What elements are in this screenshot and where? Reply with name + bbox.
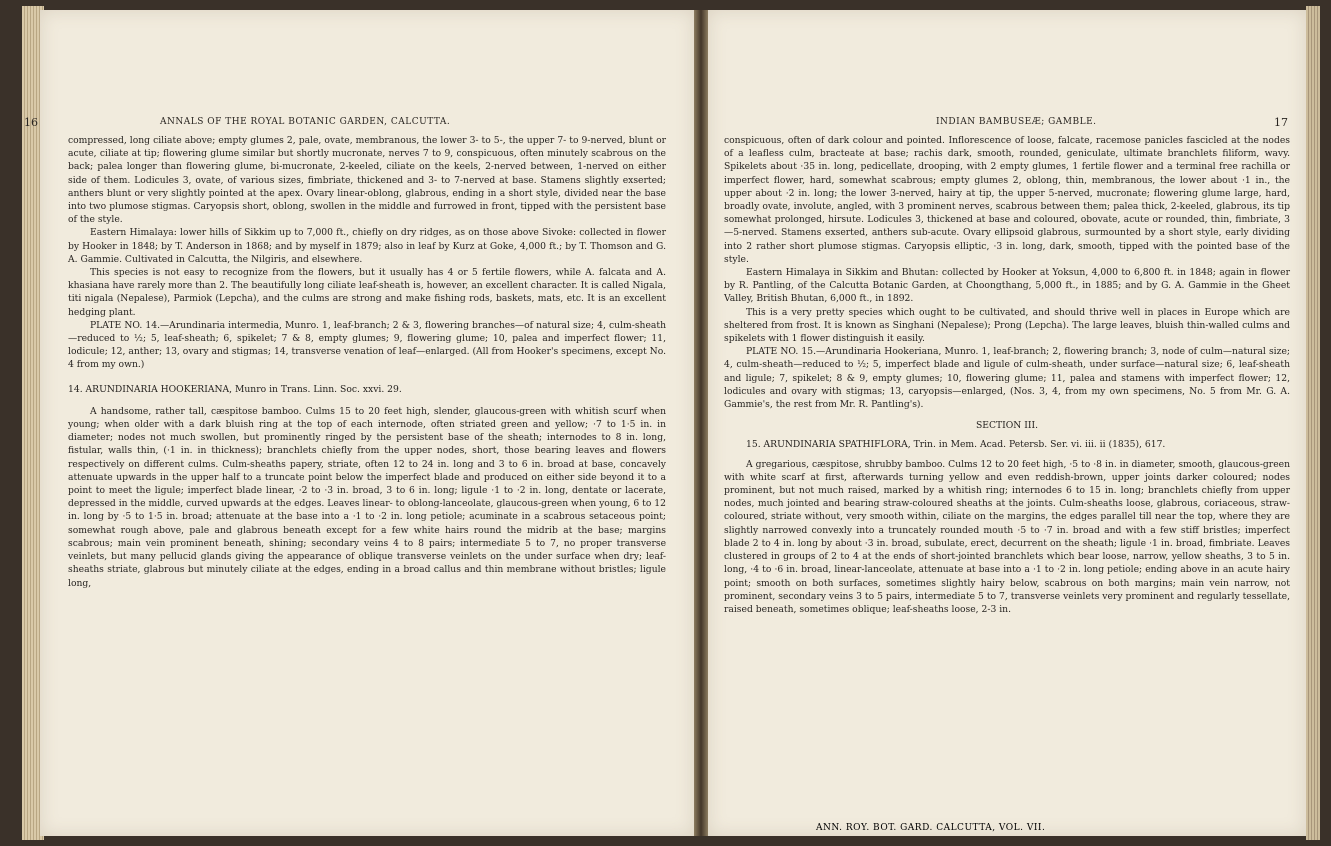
right-page (708, 10, 1306, 836)
running-head-right: INDIAN BAMBUSEÆ; GAMBLE. (936, 117, 1097, 127)
paragraph: Eastern Himalaya: lower hills of Sikkim up to 7,000 ft., chiefly on dry ridges, as on those above Sivoke: collected in flower by Hooker in 1848; by T. Anderson in 1868; and by myself in 1879; also in leaf by Kurz at Goke, 4,000 ft.; by T. Thomson and G. A. Gammie. Cultivated in Calcutta, the Nilgiris, and elsewhere. (68, 227, 666, 265)
paragraph: This is a very pretty species which ought to be cultivated, and should thrive well in places in Europe which are sheltered from frost. It is known as Singhani (Nepalese); Prong (Lepcha). The large leaves, bluish thin-walled culms and spikelets with 1 flower distinguish it easily. (724, 306, 1290, 345)
paragraph: Eastern Himalaya in Sikkim and Bhutan: collected by Hooker at Yoksun, 4,000 to 6,800 ft. in 1848; again in flower by R. Pantling, of the Calcutta Botanic Garden, at Choongthang, 5,000 ft., in 1885; and by G. A. Gammie in the Gheet Valley, British Bhutan, 6,000 ft., in 1892. (724, 267, 1290, 305)
paragraph: This species is not easy to recognize from the flowers, but it usually has 4 or 5 fertile flowers, while A. falcata and A. khasiana have rarely more than 2. The beautifully long ciliate leaf-sheath is, however, an excellent character. It is called Nigala, titi nigala (Nepalese), Parmiok (Lepcha), and the culms are strong and make fishing rods, baskets, mats, etc. It is an excellent hedging plant. (68, 267, 666, 318)
left-page (24, 10, 694, 836)
species-description: A handsome, rather tall, cæspitose bamboo. Culms 15 to 20 feet high, slender, glaucous-green with whitish scurf when young; when older with a dark bluish ring at the top of each internode, often striated green and yellow; ·7 to 1·5 in. in diameter; nodes not much swollen, but prominently ringed by the persistent base of the sheath; internodes to 8 in. long, fistular, walls thin, (·1 in. in thickness); branchlets chiefly from the upper nodes, short, those bearing leaves and flowers respectively on different culms. Culm-sheaths papery, striate, often 12 to 24 in. long and 3 to 6 in. broad at base, concavely attenuate upwards in the upper half to a truncate point below the imperfect blade and produced on either side beyond it to a point to meet the ligule; imperfect blade linear, ·2 to ·3 in. broad, 3 to 6 in. long; ligule ·1 to ·2 in. long, dentate or lacerate, depressed in the middle, curved upwards at the edges. Leaves linear- to oblong-lanceolate, glaucous-green when young, 6 to 12 in. long by ·5 to 1·5 in. broad; attenuate at the base into a ·1 to ·2 in. long petiole; acuminate in a scabrous setaceous point; somewhat rough above, pale and glabrous beneath except for a few white hairs round the midrib at the base; margins scabrous; main vein prominent beneath, shining; secondary veins 4 to 8 pairs; intermediate 5 to 7, no proper transverse veinlets, but many pellucid glands giving the appearance of oblique transverse veinlets on the under surface when dry; leaf-sheaths striate, glabrous but minutely ciliate at the edges, ending in a broad callus and thin membrane without bristles; ligule long, (68, 405, 666, 589)
species-heading: 15. ARUNDINARIA SPATHIFLORA, Trin. in Mem. Acad. Petersb. Ser. vi. iii. ii (1835), 617. (746, 439, 1166, 451)
paragraph: compressed, long ciliate above; empty glumes 2, pale, ovate, membranous, the lower 3- to 5-, the upper 7- to 9-nerved, blunt or acute, ciliate at tip; flowering glume similar but shortly mucronate, nerves 7 to 9, conspicuous, often minutely scabrous on the back; palea longer than flowering glume, bi-mucronate, 2-keeled, ciliate on the keels, 2-nerved between, 1-nerved on either side of them. Lodicules 3, ovate, of various sizes, fimbriate, thickened and 3- to 7-nerved at base. Stamens slightly exserted; anthers blunt or very slightly pointed at the apex. Ovary linear-oblong, glabrous, ending in a short style, divided near the base into two plumose stigmas. Caryopsis short, oblong, swollen in the middle and furrowed in front, tipped with the persistent base of the style. (68, 135, 666, 226)
plate-caption: PLATE NO. 14.—Arundinaria intermedia, Munro. 1, leaf-branch; 2 & 3, flowering branches—of natural size; 4, culm-sheath—reduced to ½; 5, leaf-sheath; 6, spikelet; 7 & 8, empty glumes; 9, flowering glume; 10, palea and imperfect flower; 11, lodicule; 12, anther; 13, ovary and stigmas; 14, transverse venation of leaf—enlarged. (All from Hooker's specimens, except No. 4 from my own.) (68, 319, 666, 371)
book-gutter (694, 10, 708, 836)
paragraph: conspicuous, often of dark colour and pointed. Inflorescence of loose, falcate, racemose panicles fascicled at the nodes of a leafless culm, bracteate at base; rachis dark, smooth, rounded, geniculate, ultimate branchlets filiform, wavy. Spikelets about ·35 in. long, pedicellate, drooping, with 2 empty glumes, 1 fertile flower and a terminal free rachilla or imperfect flower, hard, somewhat scabrous; empty glumes 2, oblong, thin, membranous, the lower about ·1 in., the upper about ·2 in. long; the lower 3-nerved, hairy at tip, the upper 5-nerved, mucronate; flowering glume large, hard, broadly ovate, involute, angled, with 3 prominent nerves, scabrous between them; palea thick, 2-keeled, glabrous, its tip somewhat prolonged, hirsute. Lodicules 3, thickened at base and coloured, obovate, acute or rounded, thin, fimbriate, 3—5-nerved. Stamens exserted, anthers sub-acute. Ovary ellipsoid glabrous, surmounted by a short style, early dividing into 2 rather short plumose stigmas. Caryopsis elliptic, ·3 in. long, dark, smooth, tipped with the pointed base of the style. (724, 135, 1290, 265)
section-title: SECTION III. (975, 420, 1039, 432)
species-heading: 14. ARUNDINARIA HOOKERIANA, Munro in Trans. Linn. Soc. xxvi. 29. (68, 383, 402, 395)
page-number-left: 16 (24, 116, 38, 129)
plate-caption: PLATE NO. 15.—Arundinaria Hookeriana, Munro. 1, leaf-branch; 2, flowering branch; 3, node of culm—natural size; 4, culm-sheath—reduced to ½; 5, imperfect blade and ligule of culm-sheath, under surface—natural size; 6, leaf-sheath and ligule; 7, spikelet; 8 & 9, empty glumes; 10, flowering glume; 11, palea and stamens with imperfect flower; 12, lodicules and ovary with stigmas; 13, caryopsis—enlarged, (Nos. 3, 4, from my own specimens, No. 5 from Mr. G. A. Gammie's, the rest from Mr. R. Pantling's). (724, 346, 1290, 411)
species-description: A gregarious, cæspitose, shrubby bamboo. Culms 12 to 20 feet high, ·5 to ·8 in. in diameter, smooth, glaucous-green with white scarf at first, afterwards turning yellow and even reddish-brown, upper joints darker coloured; nodes prominent, but not much raised, marked by a whitish ring; internodes 6 to 15 in. long; branchlets chiefly from upper nodes, much jointed and bearing straw-coloured sheaths at the joints. Culm-sheaths loose, glabrous, coriaceous, straw-coloured, striate without, very smooth within, ciliate on the margins, the edges parallel till near the top, where they are slightly narrowed convexly into a truncately rounded mouth ·5 to ·7 in. broad and with a few stiff bristles; imperfect blade 2 to 4 in. long by about ·3 in. broad, subulate, erect, decurrent on the sheath; ligule ·1 in. broad, fimbriate. Leaves clustered in groups of 2 to 4 at the ends of short-jointed branchlets which bear loose, narrow, yellow sheaths, 3 to 5 in. long, ·4 to ·6 in. broad, linear-lanceolate, attenuate at base into a ·1 to ·2 in. long petiole; ending above in an acute hairy point; smooth on both surfaces, sometimes slightly hairy below, scabrous on both margins; main vein narrow, not prominent, secondary veins 3 to 5 pairs, intermediate 5 to 7, transverse veinlets very prominent and regularly tessellate, raised beneath, sometimes oblique; leaf-sheaths loose, 2-3 in. (724, 458, 1290, 615)
left-page-body (68, 134, 666, 590)
page-number-right: 17 (1274, 116, 1288, 129)
book-page-edges-right (1306, 6, 1320, 840)
right-page-body (724, 134, 1290, 616)
running-head-left: ANNALS OF THE ROYAL BOTANIC GARDEN, CALCUTTA. (160, 117, 451, 127)
page-footer: ANN. ROY. BOT. GARD. CALCUTTA, VOL. VII. (816, 823, 1046, 833)
